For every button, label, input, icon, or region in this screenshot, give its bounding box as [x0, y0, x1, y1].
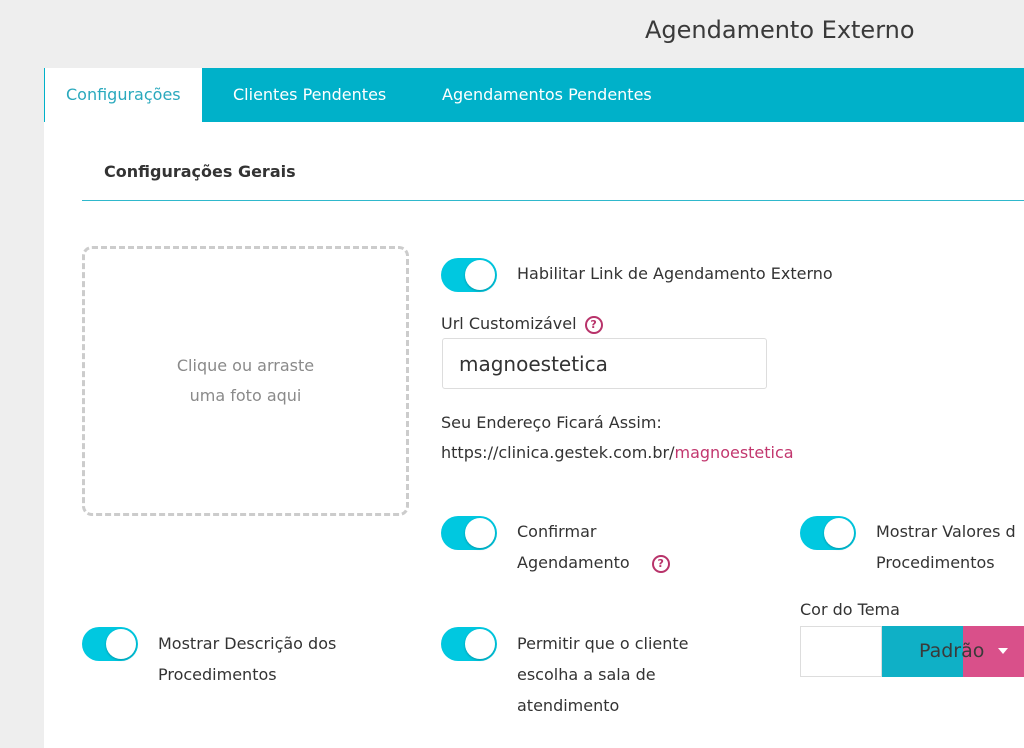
show-values-label-line1: Mostrar Valores d	[876, 522, 1016, 541]
show-description-label-line2: Procedimentos	[158, 665, 277, 684]
section-divider	[82, 200, 1024, 201]
toggle-knob	[465, 260, 495, 290]
dropzone-text-line1: Clique ou arraste	[176, 356, 315, 375]
toggle-knob	[465, 629, 495, 659]
show-values-label-line2: Procedimentos	[876, 553, 995, 572]
allow-room-label-line1: Permitir que o cliente	[517, 634, 689, 653]
show-description-label-line1: Mostrar Descrição dos	[158, 634, 337, 653]
photo-dropzone[interactable]	[82, 246, 409, 516]
theme-color-label: Cor do Tema	[800, 600, 900, 619]
toggle-knob	[824, 518, 854, 548]
enable-link-label: Habilitar Link de Agendamento Externo	[517, 264, 833, 283]
address-label: Seu Endereço Ficará Assim:	[441, 413, 662, 432]
theme-color-dropdown[interactable]	[882, 626, 1024, 677]
toggle-knob	[465, 518, 495, 548]
tab-bar	[44, 68, 1024, 122]
toggle-knob	[106, 629, 136, 659]
custom-url-label: Url Customizável	[441, 314, 577, 333]
confirm-booking-label-line1: Confirmar	[517, 522, 597, 541]
page-title: Agendamento Externo	[645, 16, 915, 44]
theme-color-preview	[800, 626, 882, 677]
section-title: Configurações Gerais	[104, 162, 296, 181]
confirm-booking-label-row	[517, 547, 670, 578]
question-circle-icon[interactable]: ?	[652, 555, 670, 573]
tab-agendamentos-pendentes[interactable]: Agendamentos Pendentes	[442, 85, 652, 104]
theme-color-dropdown-label: Padrão	[919, 640, 985, 662]
confirm-booking-toggle[interactable]	[441, 516, 497, 550]
dropzone-text-line2: uma foto aqui	[189, 386, 302, 405]
address-preview	[441, 437, 794, 468]
show-values-toggle[interactable]	[800, 516, 856, 550]
custom-url-input[interactable]	[442, 338, 767, 389]
address-slug: magnoestetica	[674, 443, 794, 462]
show-description-toggle[interactable]	[82, 627, 138, 661]
settings-card	[44, 68, 1024, 748]
left-margin	[0, 0, 44, 748]
address-prefix: https://clinica.gestek.com.br/	[441, 443, 675, 462]
allow-room-label-line3: atendimento	[517, 696, 620, 715]
confirm-booking-label-line2: Agendamento	[517, 553, 630, 572]
allow-room-toggle[interactable]	[441, 627, 497, 661]
tab-clientes-pendentes[interactable]: Clientes Pendentes	[233, 85, 387, 104]
allow-room-label-line2: escolha a sala de	[517, 665, 656, 684]
caret-down-icon	[998, 648, 1008, 654]
question-circle-icon[interactable]: ?	[585, 316, 603, 334]
enable-link-toggle[interactable]	[441, 258, 497, 292]
custom-url-label-row	[441, 308, 603, 339]
tab-configuracoes[interactable]: Configurações	[45, 68, 202, 122]
